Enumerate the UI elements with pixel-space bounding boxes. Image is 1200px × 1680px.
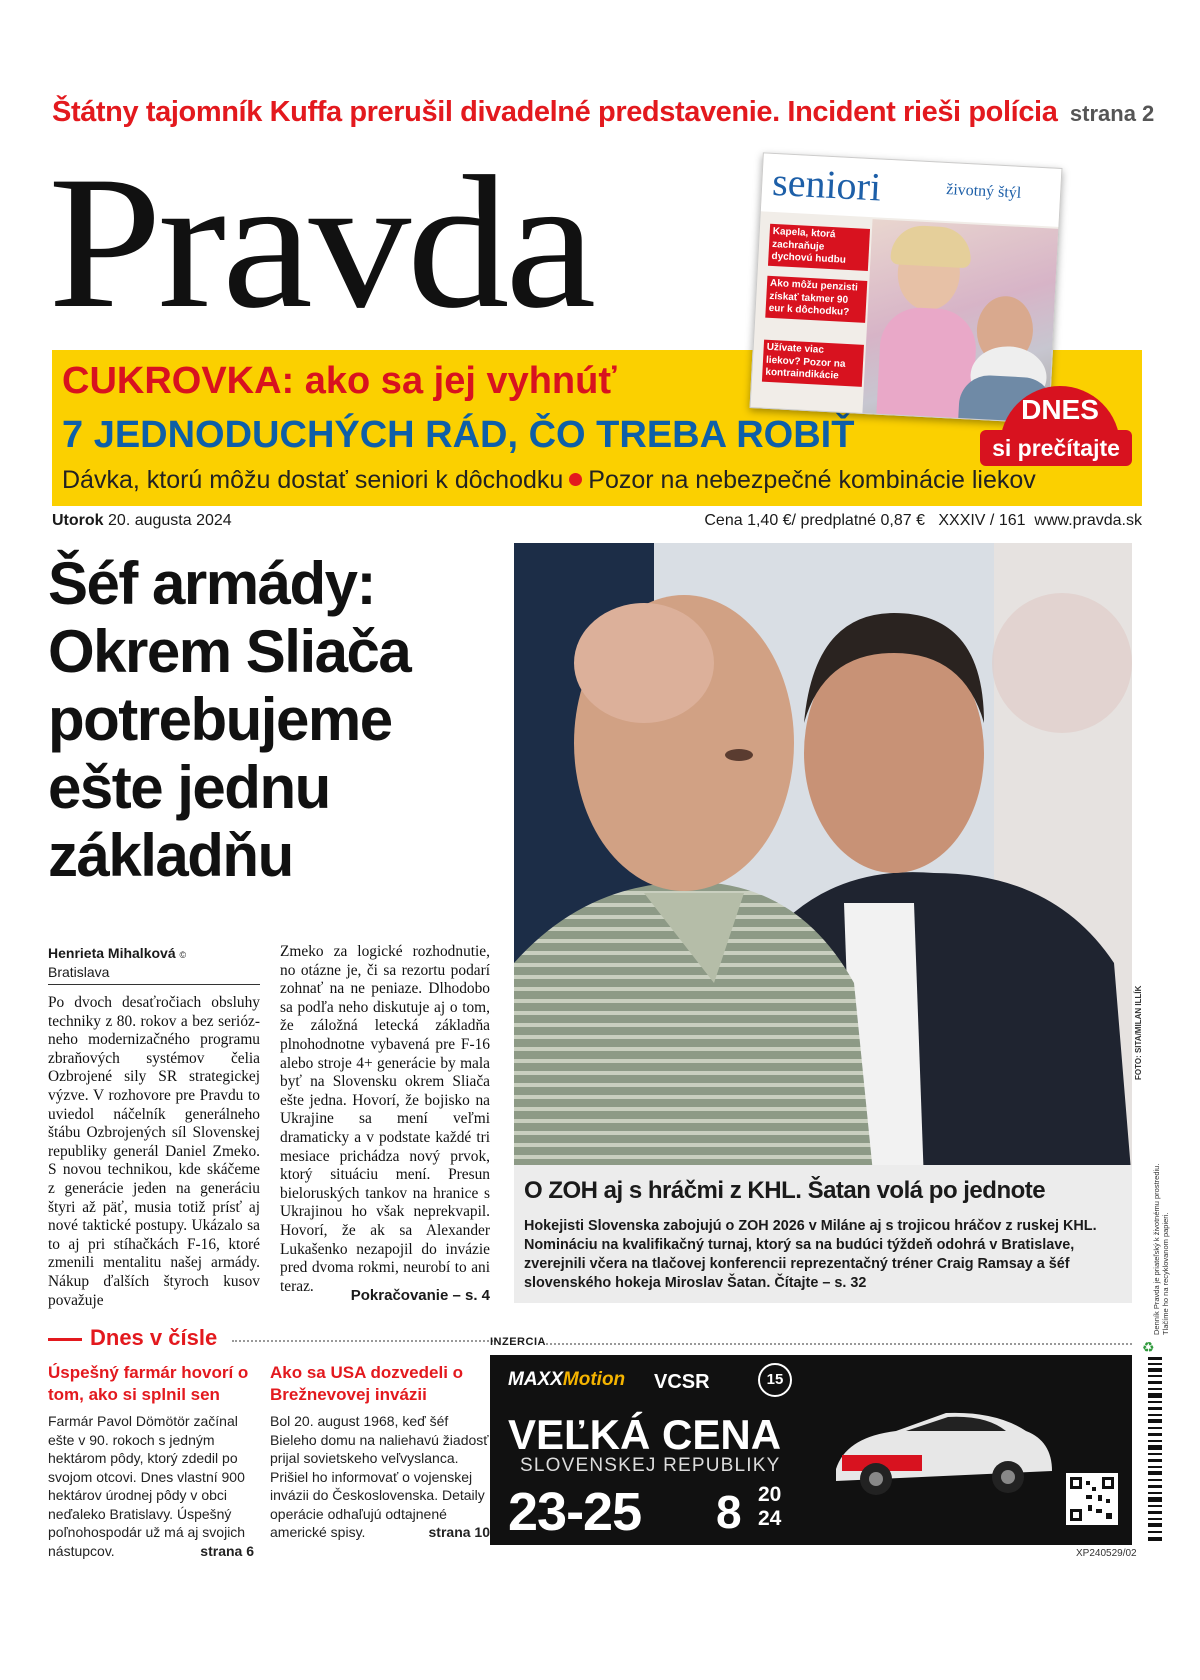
article-author [48, 945, 186, 961]
dateline [52, 512, 1142, 534]
promo-line-3b: Pozor na nebezpečné kombinácie liekov [588, 466, 1036, 494]
photo-caption-body: Hokejisti Slovenska zabojujú o ZOH 2026 v Miláne aj s trojicou hráčov z ruskej KHL. Nomináciu na kvalifikačný turnaj, ktorý sa na budúci týždeň odohrá v Bratislave, zverejnili včera na tlačovej konferencii reprezentačný tréner Craig Ramsay a šéf slovenského hokeja Miroslav Šatan. [524, 1218, 1097, 1291]
badge-line-1: DNES [1021, 394, 1099, 425]
ad-vcsr-logo: VCSR [654, 1371, 710, 1393]
top-teaser-text: Štátny tajomník Kuffa prerušil divadelné predstavenie. Incident rieši polícia [52, 96, 1058, 128]
recycle-note-line-1: Denník Pravda je priateľský k životnému prostrediu. [1152, 1163, 1161, 1335]
section-title-dnes-v-cisle: Dnes v čísle [90, 1325, 218, 1350]
teaser-1-headline[interactable]: Úspešný farmár hovorí o tom, ako si splnil sen [48, 1363, 249, 1404]
qr-code-icon[interactable] [1066, 1473, 1118, 1525]
top-teaser-page: strana 2 [1069, 101, 1155, 126]
date-day: Utorok [52, 512, 104, 529]
issue-number: XXXIV / 161 [938, 512, 1026, 529]
date-text: 20. augusta 2024 [108, 512, 232, 529]
photo-caption-title: O ZOH aj s hráčmi z KHL. Šatan volá po jednote [524, 1177, 1046, 1204]
price-line [704, 512, 1142, 530]
advertisement-banner[interactable] [490, 1355, 1132, 1545]
photo-caption-link[interactable]: Čítajte – s. 32 [774, 1275, 867, 1291]
top-teaser[interactable] [52, 96, 1155, 136]
photo-illustration [514, 543, 1132, 1183]
ad-subheadline: SLOVENSKEJ REPUBLIKY [520, 1455, 781, 1476]
photo-caption-text [524, 1217, 1124, 1293]
promo-line-1: CUKROVKA: ako sa jej vyhnúť [62, 360, 617, 402]
ad-anniversary-badge: 15 [758, 1363, 792, 1397]
barcode-icon [1142, 1355, 1162, 1545]
teaser-2-text: Bol 20. august 1968, keď šéf Bieleho domu na naliehavú žiadosť prijal sovietskeho veľvyslanca. Prišiel ho informovať o vojenskej invázii do Československa. Detaily operácie odhaľujú odtajnené americké spisy. [270, 1413, 489, 1540]
teaser-1-text: Farmár Pavol Dömötör začínal ešte v 90. rokoch s jedným hektárom pôdy, ktorý zdedil po svojom otcovi. Dnes vlastní 900 hektárov úrodnej pôdy v obci neďaleko Bratislavy. Úspešný poľnohospodár už má aj svojich nástupcov. [48, 1413, 246, 1559]
supplement-tag-1: Kapela, ktorá zachraňuje dychovú hudbu [768, 224, 870, 271]
main-photo[interactable] [514, 543, 1132, 1183]
ad-code: XP240529/02 [1076, 1548, 1137, 1559]
ad-headline: VEĽKÁ CENA [508, 1411, 782, 1458]
article-place: Bratislava [48, 964, 110, 980]
badge-line-2: si prečítajte [980, 430, 1132, 466]
teaser-2-page[interactable]: strana 10 [428, 1524, 490, 1540]
author-name: Henrieta Mihalková [48, 945, 176, 961]
promo-line-3a: Dávka, ktorú môžu dostať seniori k dôchodku [62, 466, 564, 494]
article-column-1: Po dvoch desaťročiach obsluhy techniky z 80. rokov a bez seriózneho modernizačného programu zbraňových systémov čelia Ozbrojené sily SR strategickej výzve. V rozhovore pre Pravdu to uviedol náčelník generálneho štábu Ozbrojených síl Slovenskej republiky generál Daniel Zmeko. S novou technikou, kde skáčeme z generácie jeden na generáciu štyri až päť, musia totiž prísť aj nové taktické postupy. Ukázalo sa to aj pri stíhačkách F-16, ktoré zmenili mentalitu našej armády. Nákup ďalších štyroch kusov považuje [48, 994, 260, 1309]
bullet-dot-icon [569, 473, 582, 486]
author-sign: © [179, 950, 187, 960]
ad-month: 8 [716, 1486, 742, 1538]
supplement-tag-2: Ako môžu penzisti získať takmer 90 eur k dôchodku? [765, 276, 867, 323]
supplement-header [761, 153, 1062, 227]
recycle-note-line-2: Tlačíme ho na recyklovanom papieri. [1161, 1212, 1170, 1335]
ad-brand-a: MAXX [508, 1369, 563, 1390]
ad-dotted-rule [546, 1343, 1132, 1345]
website-link[interactable]: www.pravda.sk [1034, 512, 1142, 529]
photo-credit: FOTO: SITA/MILAN ILLÍK [1134, 985, 1143, 1080]
masthead-logo: Pravda [48, 138, 592, 348]
photo-caption[interactable] [514, 1165, 1132, 1303]
supplement-title: seniori [771, 158, 883, 210]
section-dotted-rule [232, 1340, 496, 1342]
article-column-2: Zmeko za logické rozhodnutie, no otázne je, či sa rezortu podarí zohnať na ne peniaze. Dlhodobo sa podľa neho diskutuje aj o tom, že záložná letecká základňa plnohodnotne vybavená pre F-16 alebo stroje 4+ generácie by mala byť na Slovensku okrem Sliača ešte jedna. Hovorí, že bojisko na Ukrajine sa mení veľmi dramaticky a v podstate každé tri mesiace prichádza nový prvok, ktorý situáciu mení. Presun bieloruských tankov na hranice s Ukrajinou ho však neprekvapil. Hovorí, že ak sa Alexander Lukašenko nezapojil do invázie pred dvoma rokmi, neurobí to ani teraz. [280, 943, 490, 1295]
race-car-illustration [826, 1391, 1056, 1501]
teaser-1-body [48, 1412, 254, 1560]
ad-year-b: 24 [758, 1507, 782, 1530]
ad-year-a: 20 [758, 1483, 782, 1506]
dnes-badge[interactable] [980, 386, 1140, 476]
ad-year [758, 1483, 781, 1531]
ad-label: INZERCIA [490, 1336, 546, 1348]
byline-divider [48, 984, 260, 985]
teaser-1-page[interactable]: strana 6 [200, 1542, 254, 1559]
recycle-note [1152, 1164, 1170, 1335]
recycle-icon: ♻ [1142, 1339, 1155, 1355]
section-dash [48, 1338, 82, 1341]
supplement-tag-3: Užívate viac liekov? Pozor na kontraindikácie [762, 340, 864, 387]
promo-line-2: 7 JEDNODUCHÝCH RÁD, ČO TREBA ROBIŤ [62, 414, 855, 456]
ad-brand-logo [508, 1369, 625, 1391]
price: Cena 1,40 €/ predplatné 0,87 € [704, 512, 925, 529]
ad-brand-b: Motion [562, 1369, 626, 1390]
supplement-cover[interactable] [750, 152, 1063, 423]
promo-line-3 [62, 466, 1036, 495]
teaser-2-body [270, 1412, 490, 1542]
teaser-2-headline[interactable]: Ako sa USA dozvedeli o Brežnevovej invázii [270, 1363, 464, 1404]
supplement-subtitle: životný štýl [945, 180, 1022, 202]
article-continued-link[interactable]: Pokračovanie – s. 4 [350, 1287, 490, 1304]
ad-dates: 23-25 [508, 1482, 642, 1542]
main-headline[interactable]: Šéf armády: Okrem Sliača potrebujeme ešte jednu základňu [48, 550, 411, 889]
